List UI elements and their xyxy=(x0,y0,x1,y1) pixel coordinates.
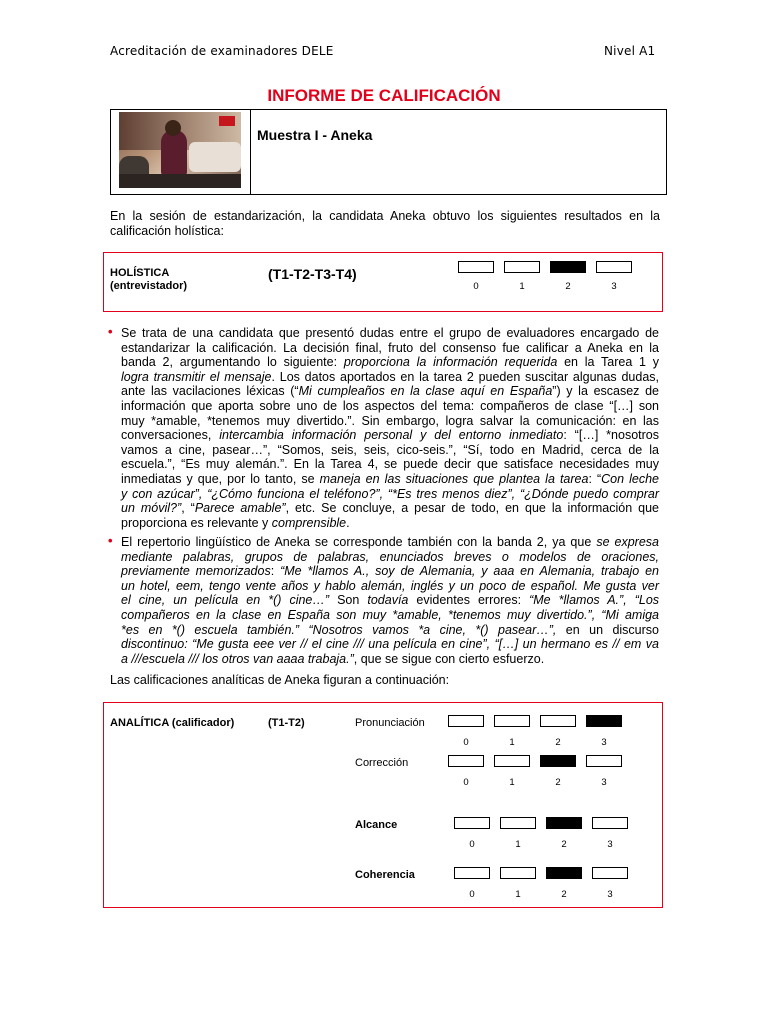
text-span: banda 2, argumentando lo siguiente: xyxy=(121,355,344,370)
text-line xyxy=(121,564,659,579)
score-number-2: 2 xyxy=(565,281,571,292)
text-line xyxy=(121,652,659,667)
score-number-2: 2 xyxy=(561,839,567,850)
italic-text: Parece amable” xyxy=(194,501,286,516)
text-span: Son xyxy=(329,593,368,608)
criterion-label: Alcance xyxy=(355,819,398,831)
score-box-2 xyxy=(540,755,576,767)
score-number-2: 2 xyxy=(561,889,567,900)
italic-text: comprensible xyxy=(271,515,347,530)
text-line xyxy=(121,608,659,623)
score-number-1: 1 xyxy=(515,889,521,900)
text-span: : “ xyxy=(588,471,602,486)
score-number-1: 1 xyxy=(515,839,521,850)
text-line xyxy=(121,637,659,652)
text-span: El repertorio lingüístico de Aneka se corresponde también con la banda 2, ya que xyxy=(121,535,597,549)
italic-text: mediante palabras, grupos de palabras, enunciados breves o modelos de oraciones, xyxy=(121,549,659,564)
score-box-1 xyxy=(500,817,536,829)
italic-text: “Me *llamos A.”, “Los xyxy=(529,593,660,608)
text-line xyxy=(121,550,659,565)
intro-paragraph: En la sesión de estandarización, la candidata Aneka obtuvo los siguientes resultados en la calificación holística: xyxy=(110,209,660,238)
score-box-3 xyxy=(586,755,622,767)
score-number-3: 3 xyxy=(607,839,613,850)
score-number-3: 3 xyxy=(601,737,607,748)
italic-text: “Me *llamos A., soy de Alemania, y aaa en Alemania, trabajo en xyxy=(280,564,659,579)
text-line xyxy=(121,399,659,414)
text-line xyxy=(121,535,659,550)
text-line xyxy=(121,472,659,487)
italic-text: compañeros en la clase en España son muy *amable, *tenemos muy divertido.”, “Mi amiga xyxy=(121,607,659,622)
score-box-1 xyxy=(500,867,536,879)
italic-text: un hotel, eem, tengo vente años y hablo alemán, inglés y un poco de español. Me gusta ver xyxy=(121,578,659,593)
score-box-1 xyxy=(494,755,530,767)
score-number-0: 0 xyxy=(463,777,469,788)
text-line xyxy=(121,593,659,608)
holistic-label xyxy=(110,267,187,293)
text-line xyxy=(121,341,659,356)
text-span: información que aporta sobre uno de los aspectos del tema: compañeros de clase “[…] son xyxy=(121,398,659,413)
score-box-0 xyxy=(448,715,484,727)
bullet1-paragraph xyxy=(121,326,659,530)
text-span: escuela.”, “Es muy alemán.”. En la Tarea 4, se puede decir que satisface necesidades muy xyxy=(121,457,659,472)
italic-text: el cine, un película en *() cine…” xyxy=(121,593,330,608)
text-line xyxy=(121,326,659,341)
score-box-0 xyxy=(454,817,490,829)
criterion-label: Corrección xyxy=(355,757,409,769)
text-span: en la Tarea 1 y xyxy=(557,355,660,370)
score-number-1: 1 xyxy=(509,777,515,788)
italic-text: se expresa xyxy=(596,535,659,549)
score-box-2 xyxy=(550,261,586,273)
text-span: , etc. Se concluye, a pesar de todo, en que la información que xyxy=(285,501,660,516)
text-span: , que se sigue con cierto esfuerzo. xyxy=(353,651,545,666)
bullet2-paragraph xyxy=(121,535,659,666)
score-box-3 xyxy=(592,817,628,829)
text-span: en un discurso xyxy=(556,622,660,637)
bullet-marker: • xyxy=(108,533,113,548)
text-span: vamos a cine, pasear…”, “Somos, seis, seis, cico-seis.”, “Sí, todo en Madrid, cerca de la xyxy=(121,442,659,457)
sample-box xyxy=(110,109,667,195)
text-span: : “[…] *nosotros xyxy=(563,428,659,443)
italic-text: maneja en las situaciones que plantea la tarea xyxy=(319,471,589,486)
score-number-3: 3 xyxy=(607,889,613,900)
holistic-label-line2: (entrevistador) xyxy=(110,280,188,292)
analytic-tasks: (T1-T2) xyxy=(268,717,305,729)
score-number-1: 1 xyxy=(509,737,515,748)
text-line xyxy=(121,516,659,531)
score-number-0: 0 xyxy=(469,839,475,850)
score-number-3: 3 xyxy=(601,777,607,788)
italic-text: intercambia información personal y del entorno inmediato xyxy=(219,428,564,443)
analytic-label: ANALÍTICA (calificador) xyxy=(110,717,235,729)
header-right: Nivel A1 xyxy=(604,44,656,58)
text-line xyxy=(121,623,659,638)
text-line xyxy=(121,579,659,594)
text-span: : xyxy=(270,564,281,579)
italic-text: todavía xyxy=(367,593,409,608)
text-line xyxy=(121,428,659,443)
text-span: conversaciones, xyxy=(121,428,220,443)
text-span: . xyxy=(346,515,350,530)
analytic-box xyxy=(103,702,663,908)
bullet-marker: • xyxy=(108,324,113,339)
sample-label: Muestra I - Aneka xyxy=(257,127,373,143)
text-line xyxy=(121,384,659,399)
score-box-3 xyxy=(586,715,622,727)
text-line xyxy=(121,355,659,370)
text-line xyxy=(121,370,659,385)
score-box-3 xyxy=(592,867,628,879)
italic-text: un móvil?” xyxy=(121,501,182,516)
score-box-2 xyxy=(546,817,582,829)
score-box-0 xyxy=(458,261,494,273)
score-box-2 xyxy=(540,715,576,727)
page-title: INFORME DE CALIFICACIÓN xyxy=(267,86,501,105)
criterion-label: Pronunciación xyxy=(355,717,425,729)
text-line xyxy=(121,487,659,502)
text-span: evidentes errores: xyxy=(408,593,530,608)
italic-text: proporciona la información requerida xyxy=(343,355,558,370)
candidate-photo xyxy=(119,112,241,188)
score-box-1 xyxy=(504,261,540,273)
text-line xyxy=(121,501,659,516)
text-span: . Los datos aportados en la tarea 2 pueden suscitar algunas dudas, xyxy=(271,369,659,384)
text-span: muy *amable, *tenemos muy divertido.”. Sin embargo, logra salvar la comunicación: en las xyxy=(121,413,659,428)
criterion-label: Coherencia xyxy=(355,869,415,881)
score-box-0 xyxy=(454,867,490,879)
text-span: inmediatas y que, por lo tanto, se xyxy=(121,471,320,486)
text-span: , “ xyxy=(181,501,195,516)
italic-text: *es en *() escuela también.” “Nosotros vamos *a cine, *() pasear…”, xyxy=(121,622,557,637)
text-line xyxy=(121,443,659,458)
holistic-box xyxy=(103,252,663,312)
text-span: proporciona es relevante y xyxy=(121,515,272,530)
score-number-1: 1 xyxy=(519,281,525,292)
score-box-0 xyxy=(448,755,484,767)
holistic-label-line1: HOLÍSTICA xyxy=(110,267,170,279)
text-span: ante las vacilaciones léxicas (“ xyxy=(121,384,299,399)
text-span: Se trata de una candidata que presentó dudas entre el grupo de evaluadores encargado de xyxy=(121,326,659,340)
italic-text: Mi cumpleaños en la clase aquí en España xyxy=(298,384,553,399)
italic-text: previamente memorizados xyxy=(121,564,271,579)
italic-text: y con azúcar”, “¿Cómo funciona el teléfono?”, “*Es tres menos diez”, “¿Dónde puedo comprar xyxy=(121,486,659,501)
score-number-2: 2 xyxy=(555,777,561,788)
score-box-2 xyxy=(546,867,582,879)
score-number-0: 0 xyxy=(463,737,469,748)
italic-text: Con leche xyxy=(601,471,659,486)
italic-text: logra transmitir el mensaje xyxy=(121,369,272,384)
score-number-0: 0 xyxy=(469,889,475,900)
holistic-tasks: (T1-T2-T3-T4) xyxy=(268,266,357,282)
italic-text: a ///escuela /// los otros van aaaa trabaja.” xyxy=(121,651,354,666)
header-left: Acreditación de examinadores DELE xyxy=(110,44,334,58)
score-box-1 xyxy=(494,715,530,727)
text-span: estandarizar la calificación. La decisión final, fruto del consenso fue calificar a Aneka en la xyxy=(121,340,659,355)
score-number-2: 2 xyxy=(555,737,561,748)
score-box-3 xyxy=(596,261,632,273)
score-number-3: 3 xyxy=(611,281,617,292)
text-span: ”) y la escasez de xyxy=(552,384,659,399)
score-number-0: 0 xyxy=(473,281,479,292)
text-line xyxy=(121,457,659,472)
sample-divider xyxy=(250,110,251,194)
analytic-intro: Las calificaciones analíticas de Aneka figuran a continuación: xyxy=(110,673,450,687)
text-line xyxy=(121,414,659,429)
italic-text: discontinuo: “Me gusta eee ver // el cine /// una película en cine”, “[…] un hermano es // em va xyxy=(121,637,659,652)
